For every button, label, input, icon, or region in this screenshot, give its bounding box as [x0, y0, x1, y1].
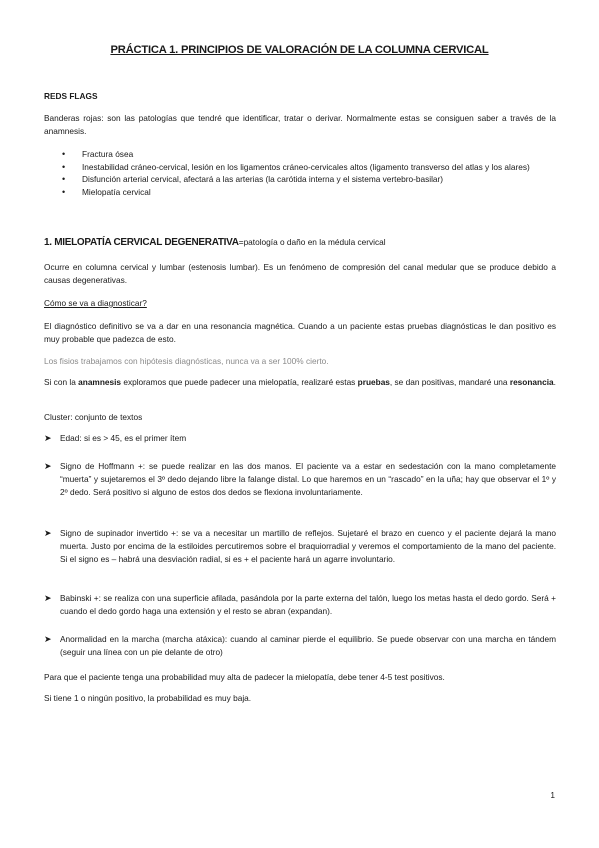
- paragraph-high-probability: Para que el paciente tenga una probabilidad muy alta de padecer la mielopatía, debe tener 4-5 test positivos.: [44, 672, 445, 682]
- test-item-hoffmann: ➤ Signo de Hoffmann +: se puede realizar en las dos manos. El paciente va a estar en sedestación con la mano completamente “muerta” y sujetaremos el 3º dedo dejando libre la falange distal. Lo que haremos en un “rascado” en la uña; hay que observar el 1º y 2º dedo. Será positivo si alguno de estos dos dedos se flexiona involuntariamente.: [44, 461, 556, 497]
- paragraph-low-probability: Si tiene 1 o ningún positivo, la probabilidad es muy baja.: [44, 693, 252, 703]
- paragraph-anamnesis: Si con la anamnesis exploramos que puede padecer una mielopatía, realizaré estas pruebas, se dan positivas, mandaré una resonancia.: [44, 377, 556, 387]
- page-number: 1: [550, 790, 555, 800]
- arrow-bullet-icon: ➤: [44, 433, 52, 443]
- list-item: • Inestabilidad cráneo-cervical, lesión en los ligamentos cráneo-cervicales altos (ligamento transverso del atlas y los alares): [60, 161, 556, 174]
- paragraph-diagnosis: El diagnóstico definitivo se va a dar en una resonancia magnética. Cuando a un paciente estas pruebas diagnósticas le dan positivo es muy probable que padezca de esto.: [44, 321, 556, 344]
- test-item-babinski: ➤ Babinski +: se realiza con una superficie afilada, pasándola por la parte externa del talón, luego los metas hasta el dedo gordo. Será + cuando el dedo gordo haga una extensión y el resto se abran (expandan).: [44, 593, 556, 616]
- list-item: • Mielopatía cervical: [60, 186, 556, 199]
- test-item-supinator: ➤ Signo de supinador invertido +: se va a necesitar un martillo de reflejos. Sujetaré el brazo en cuenco y el paciente dejará la mano muerta. Justo por encima de la estiloides percutiremos sobre el braquiorradial y veremos el comportamiento de la mano del paciente. Si el signo es – habrá una desviación radial, si es + el paciente hará un agarre involuntario.: [44, 528, 556, 564]
- red-flags-list: [60, 148, 556, 198]
- section-heading-subtitle: =patología o daño en la médula cervical: [238, 237, 386, 247]
- arrow-bullet-icon: ➤: [44, 528, 52, 538]
- list-item: • Disfunción arterial cervical, afectará a las arterias (la carótida interna y el sistema vertebro-basilar): [60, 173, 556, 186]
- arrow-bullet-icon: ➤: [44, 634, 52, 644]
- page-title: PRÁCTICA 1. PRINCIPIOS DE VALORACIÓN DE LA COLUMNA CERVICAL: [110, 44, 489, 56]
- section-heading-title: 1. MIELOPATÍA CERVICAL DEGENERATIVA: [44, 237, 239, 248]
- diagnosis-question: Cómo se va a diagnosticar?: [44, 298, 147, 308]
- arrow-bullet-icon: ➤: [44, 461, 52, 471]
- paragraph-definition: Ocurre en columna cervical y lumbar (estenosis lumbar). Es un fenómeno de compresión del canal medular que se produce debido a causas degenerativas.: [44, 262, 556, 285]
- paragraph-hypothesis: Los fisios trabajamos con hipótesis diagnósticas, nunca va a ser 100% cierto.: [44, 356, 329, 366]
- red-flags-intro: Banderas rojas: son las patologías que tendré que identificar, tratar o derivar. Normalmente estas se consiguen saber a través de la anamnesis.: [44, 113, 556, 136]
- test-item-age: ➤ Edad: si es > 45, es el primer ítem: [44, 433, 187, 443]
- test-item-gait: ➤ Anormalidad en la marcha (marcha atáxica): cuando al caminar pierde el equilibrio. Se puede observar con una marcha en tándem (seguir una línea con un pie delante de otro): [44, 634, 556, 657]
- cluster-label: Cluster: conjunto de textos: [44, 412, 143, 422]
- list-item: • Fractura ósea: [60, 148, 556, 161]
- section-heading: [44, 237, 386, 248]
- red-flags-heading: REDS FLAGS: [44, 91, 98, 101]
- arrow-bullet-icon: ➤: [44, 593, 52, 603]
